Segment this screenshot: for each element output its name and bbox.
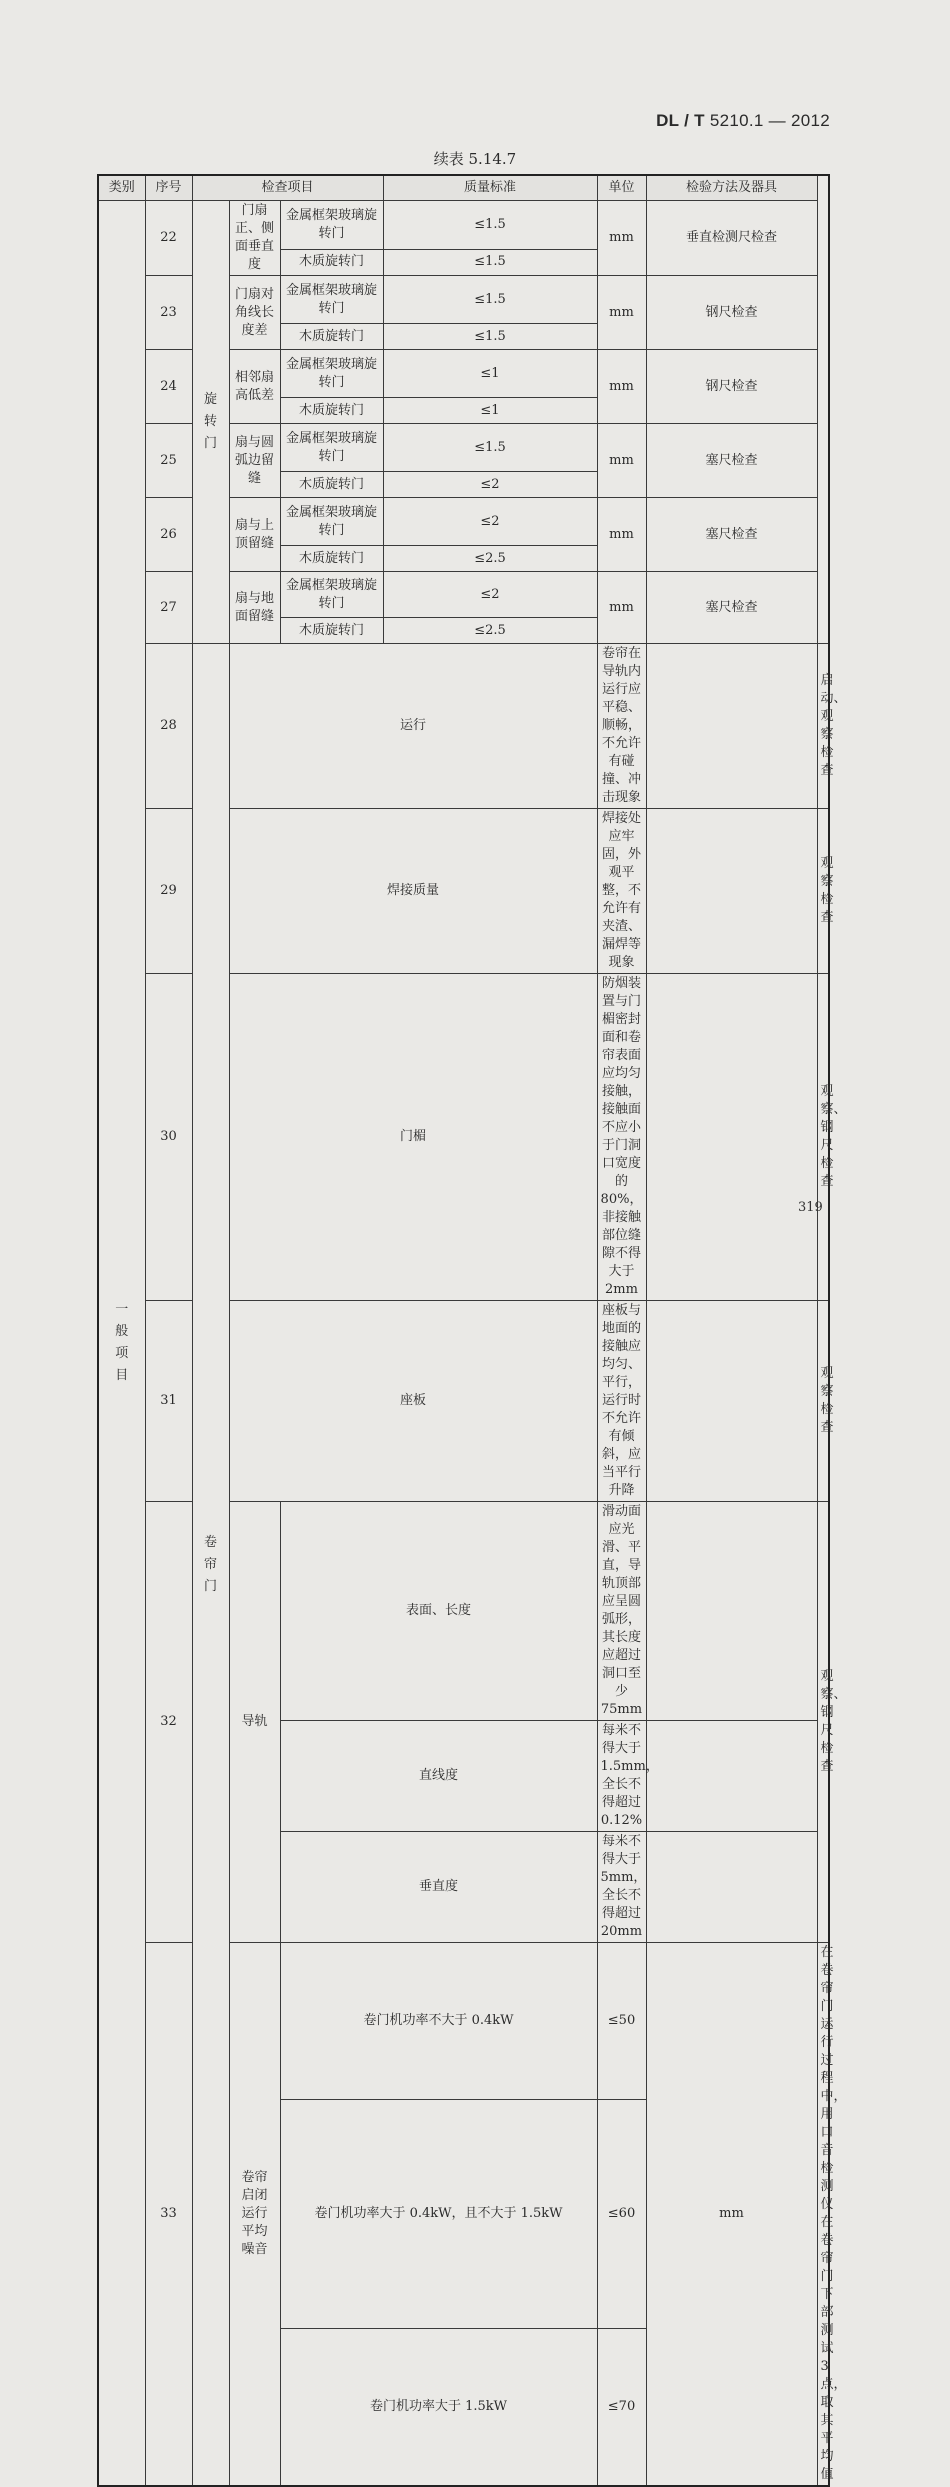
unit-cell: mm bbox=[597, 498, 646, 572]
method-cell: 塞尺检查 bbox=[646, 498, 817, 572]
standard-cell: 每米不得大于 1.5mm，全长不得超过 0.12% bbox=[597, 1721, 646, 1832]
unit-cell bbox=[646, 644, 817, 809]
item-cell: 相邻扇高低差 bbox=[229, 350, 280, 424]
method-cell: 观察检查 bbox=[817, 809, 829, 974]
col-header-method: 检验方法及器具 bbox=[646, 175, 817, 201]
row-number: 32 bbox=[145, 1502, 192, 1943]
method-cell: 垂直检测尺检查 bbox=[646, 201, 817, 276]
row-number: 31 bbox=[145, 1301, 192, 1502]
unit-cell: mm bbox=[597, 572, 646, 644]
standard-code: DL / T 5210.1 — 2012 bbox=[656, 111, 830, 130]
method-cell: 启动、观察检查 bbox=[817, 644, 829, 809]
sub-item-cell: 木质旋转门 bbox=[280, 472, 383, 498]
standard-cell: ≤2.5 bbox=[383, 546, 597, 572]
standard-cell: ≤1 bbox=[383, 398, 597, 424]
item-cell: 扇与地面留缝 bbox=[229, 572, 280, 644]
col-header-standard: 质量标准 bbox=[383, 175, 597, 201]
standard-cell: ≤2.5 bbox=[383, 618, 597, 644]
row-number: 22 bbox=[145, 201, 192, 276]
item-cell: 运行 bbox=[229, 644, 597, 809]
unit-cell bbox=[646, 1301, 817, 1502]
row-number: 30 bbox=[145, 974, 192, 1301]
item-cell: 导轨 bbox=[229, 1502, 280, 1943]
table-header-row bbox=[98, 175, 829, 201]
standard-cell: 焊接处应牢固，外观平整，不允许有夹渣、漏焊等现象 bbox=[597, 809, 646, 974]
row-number: 23 bbox=[145, 276, 192, 350]
unit-cell bbox=[646, 1502, 817, 1721]
method-cell: 观察检查 bbox=[817, 1301, 829, 1502]
unit-cell bbox=[646, 809, 817, 974]
standard-cell: ≤1.5 bbox=[383, 249, 597, 275]
sub-item-cell: 表面、长度 bbox=[280, 1502, 597, 1721]
inspection-table bbox=[97, 174, 847, 2487]
standard-cell: 每米不得大于 5mm，全长不得超过 20mm bbox=[597, 1832, 646, 1943]
standard-cell: ≤60 bbox=[597, 2100, 646, 2329]
unit-cell: mm bbox=[597, 350, 646, 424]
door-type-cell: 旋转门 bbox=[192, 201, 229, 644]
standard-cell: ≤2 bbox=[383, 498, 597, 546]
unit-cell: mm bbox=[597, 201, 646, 276]
row-number: 33 bbox=[145, 1943, 192, 2487]
row-number: 26 bbox=[145, 498, 192, 572]
item-cell: 门楣 bbox=[229, 974, 597, 1301]
standard-cell: ≤2 bbox=[383, 572, 597, 618]
standard-cell: ≤70 bbox=[597, 2329, 646, 2486]
method-cell: 观察、钢尺检查 bbox=[817, 974, 829, 1301]
standard-cell: 座板与地面的接触应均匀、平行，运行时不允许有倾斜，应当平行升降 bbox=[597, 1301, 646, 1502]
sub-item-cell: 卷门机功率不大于 0.4kW bbox=[280, 1943, 597, 2100]
sub-item-cell: 直线度 bbox=[280, 1721, 597, 1832]
standard-cell: 滑动面应光滑、平直，导轨顶部应呈圆弧形，其长度应超过洞口至少 75mm bbox=[597, 1502, 646, 1721]
sub-item-cell: 卷门机功率大于 1.5kW bbox=[280, 2329, 597, 2486]
method-cell: 钢尺检查 bbox=[646, 350, 817, 424]
unit-cell bbox=[646, 974, 817, 1301]
method-cell: 塞尺检查 bbox=[646, 572, 817, 644]
standard-cell: ≤1.5 bbox=[383, 324, 597, 350]
item-cell: 卷帘启闭运行平均噪音 bbox=[229, 1943, 280, 2487]
standard-cell: ≤50 bbox=[597, 1943, 646, 2100]
item-cell: 焊接质量 bbox=[229, 809, 597, 974]
sub-item-cell: 金属框架玻璃旋转门 bbox=[280, 276, 383, 324]
sub-item-cell: 卷门机功率大于 0.4kW，且不大于 1.5kW bbox=[280, 2100, 597, 2329]
item-cell: 扇与圆弧边留缝 bbox=[229, 424, 280, 498]
sub-item-cell: 木质旋转门 bbox=[280, 324, 383, 350]
category-cell: 一般项目 bbox=[98, 201, 145, 2487]
unit-cell: mm bbox=[597, 424, 646, 498]
col-header-item: 检查项目 bbox=[192, 175, 383, 201]
col-header-no: 序号 bbox=[145, 175, 192, 201]
sub-item-cell: 木质旋转门 bbox=[280, 398, 383, 424]
row-number: 27 bbox=[145, 572, 192, 644]
row-number: 28 bbox=[145, 644, 192, 809]
sub-item-cell: 木质旋转门 bbox=[280, 249, 383, 275]
standard-cell: 卷帘在导轨内运行应平稳、顺畅，不允许有碰撞、冲击现象 bbox=[597, 644, 646, 809]
page-number: 319 bbox=[798, 1200, 823, 1215]
table-caption: 续表 5.14.7 bbox=[433, 150, 517, 168]
sub-item-cell: 垂直度 bbox=[280, 1832, 597, 1943]
unit-cell: mm bbox=[646, 1943, 817, 2487]
sub-item-cell: 木质旋转门 bbox=[280, 618, 383, 644]
standard-cell: ≤1.5 bbox=[383, 276, 597, 324]
sub-item-cell: 金属框架玻璃旋转门 bbox=[280, 498, 383, 546]
method-cell: 观察、钢尺检查 bbox=[817, 1502, 829, 1943]
sub-item-cell: 金属框架玻璃旋转门 bbox=[280, 350, 383, 398]
door-type-cell: 卷帘门 bbox=[192, 644, 229, 2487]
table-row bbox=[98, 201, 829, 250]
col-header-category: 类别 bbox=[98, 175, 145, 201]
method-cell: 塞尺检查 bbox=[646, 424, 817, 498]
method-cell: 在卷帘门运行过程中，用口音检测仪在卷帘门下部测试 3 点，取其平均值 bbox=[817, 1943, 829, 2487]
sub-item-cell: 木质旋转门 bbox=[280, 546, 383, 572]
standard-cell: ≤1.5 bbox=[383, 201, 597, 250]
standard-cell: ≤2 bbox=[383, 472, 597, 498]
row-number: 25 bbox=[145, 424, 192, 498]
row-number: 24 bbox=[145, 350, 192, 424]
sub-item-cell: 金属框架玻璃旋转门 bbox=[280, 201, 383, 250]
standard-cell: ≤1.5 bbox=[383, 424, 597, 472]
standard-cell: 防烟装置与门楣密封面和卷帘表面应均匀接触，接触面不应小于门洞口宽度的 80%，非接触部位缝隙不得大于 2mm bbox=[597, 974, 646, 1301]
row-number: 29 bbox=[145, 809, 192, 974]
item-cell: 座板 bbox=[229, 1301, 597, 1502]
sub-item-cell: 金属框架玻璃旋转门 bbox=[280, 424, 383, 472]
item-cell: 门扇对角线长度差 bbox=[229, 276, 280, 350]
table-row bbox=[98, 644, 829, 809]
unit-cell bbox=[646, 1721, 817, 1832]
item-cell: 扇与上顶留缝 bbox=[229, 498, 280, 572]
col-header-unit: 单位 bbox=[597, 175, 646, 201]
unit-cell: mm bbox=[597, 276, 646, 350]
standard-cell: ≤1 bbox=[383, 350, 597, 398]
sub-item-cell: 金属框架玻璃旋转门 bbox=[280, 572, 383, 618]
item-cell: 门扇正、侧面垂直度 bbox=[229, 201, 280, 276]
unit-cell bbox=[646, 1832, 817, 1943]
method-cell: 钢尺检查 bbox=[646, 276, 817, 350]
